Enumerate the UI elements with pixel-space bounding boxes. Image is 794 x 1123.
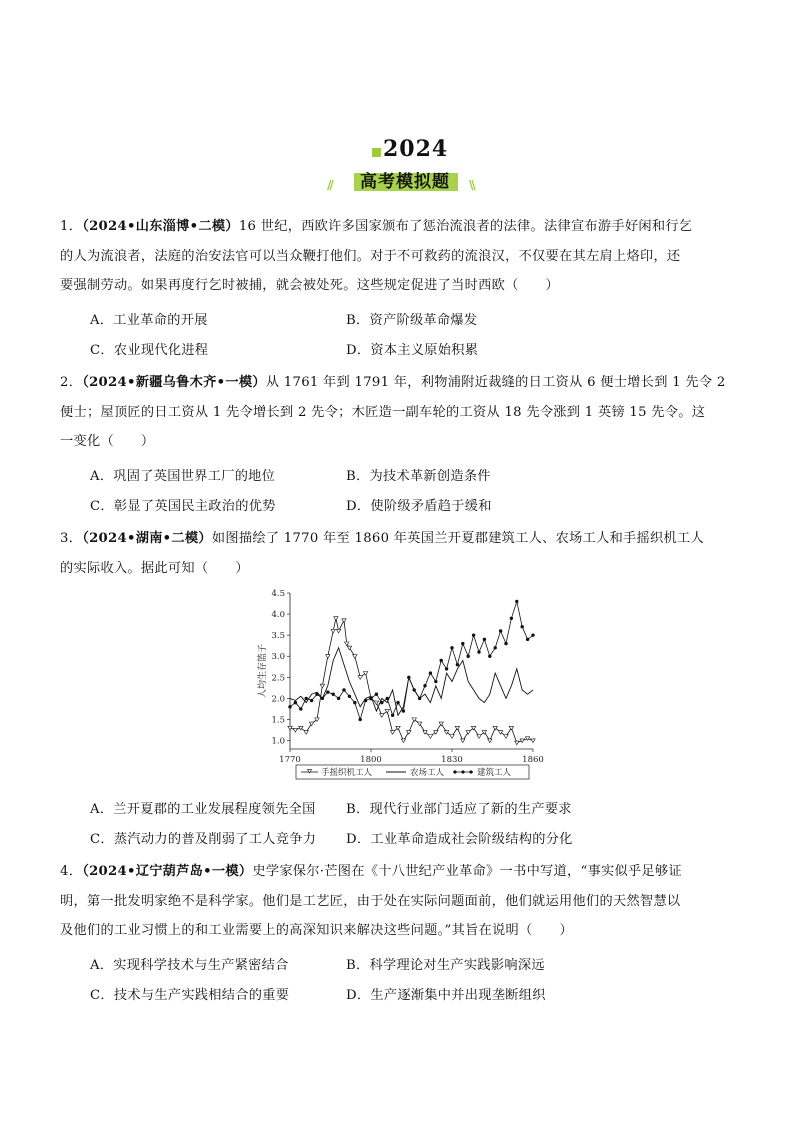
legend-marker-builder bbox=[453, 770, 456, 773]
series-point-handloom bbox=[401, 739, 405, 743]
series-point-builder bbox=[369, 697, 372, 700]
series-point-builder bbox=[429, 671, 432, 674]
series-point-builder bbox=[348, 695, 351, 698]
section-header bbox=[0, 136, 794, 198]
x-tick-label: 1770 bbox=[279, 755, 301, 765]
series-point-builder bbox=[494, 646, 497, 649]
series-point-builder bbox=[353, 701, 356, 704]
series-point-handloom bbox=[428, 735, 432, 739]
option-1d[interactable]: D．资本主义原始积累 bbox=[346, 343, 479, 358]
series-point-builder bbox=[288, 705, 291, 708]
legend-marker-builder bbox=[469, 770, 472, 773]
series-point-handloom bbox=[331, 629, 335, 633]
series-point-handloom bbox=[334, 617, 338, 621]
option-2d[interactable]: D．使阶级矛盾趋于缓和 bbox=[346, 499, 492, 514]
series-point-builder bbox=[423, 684, 426, 687]
series-point-handloom bbox=[504, 735, 508, 739]
series-point-builder bbox=[315, 692, 318, 695]
series-point-handloom bbox=[336, 629, 340, 633]
question-line: 要强制劳动。如果再度行乞时被捕，就会被处死。这些规定促进了当时西欧（ ） bbox=[60, 278, 560, 293]
legend-label-handloom: 手摇织机工人 bbox=[321, 768, 373, 778]
series-point-handloom bbox=[326, 655, 330, 659]
series-point-handloom bbox=[417, 722, 421, 726]
question-number: 3． bbox=[60, 531, 83, 546]
series-point-handloom bbox=[380, 714, 384, 718]
option-1c[interactable]: C．农业现代化进程 bbox=[90, 343, 209, 358]
series-point-handloom bbox=[342, 619, 346, 623]
series-line-1 bbox=[290, 648, 533, 716]
y-axis-label: 人均生存篮子 bbox=[258, 643, 268, 699]
option-3a[interactable]: A．兰开夏郡的工业发展程度领先全国 bbox=[90, 802, 316, 817]
question-source: （2024•湖南•二模） bbox=[82, 531, 212, 546]
x-tick-label: 1860 bbox=[522, 755, 544, 765]
option-3c[interactable]: C．蒸汽动力的普及削弱了工人竞争力 bbox=[90, 832, 317, 847]
series-point-builder bbox=[461, 642, 464, 645]
series-point-handloom bbox=[439, 722, 443, 726]
title-banner bbox=[346, 169, 464, 193]
series-point-handloom bbox=[407, 731, 411, 735]
question-line: 的实际收入。据此可知（ ） bbox=[60, 560, 249, 576]
y-tick-label: 4.0 bbox=[271, 610, 285, 621]
right-slash-decoration: \\ bbox=[469, 178, 474, 192]
series-point-handloom bbox=[353, 655, 357, 659]
y-tick-label: 3.0 bbox=[271, 652, 285, 663]
chart-svg bbox=[256, 585, 544, 790]
series-point-builder bbox=[326, 690, 329, 693]
question-1 bbox=[60, 212, 732, 301]
option-4a[interactable]: A．实现科学技术与生产紧密结合 bbox=[90, 958, 289, 973]
series-point-builder bbox=[305, 697, 308, 700]
series-point-builder bbox=[477, 650, 480, 653]
series-point-handloom bbox=[477, 735, 481, 739]
series-point-builder bbox=[294, 701, 297, 704]
question-line: 史学家保尔·芒图在《十八世纪产业革命》一书中写道，“事实似乎足够证 bbox=[252, 864, 682, 879]
series-point-builder bbox=[407, 676, 410, 679]
question-number: 2． bbox=[60, 375, 83, 390]
series-point-handloom bbox=[390, 731, 394, 735]
green-square-mark bbox=[372, 148, 381, 157]
question-2 bbox=[60, 368, 732, 457]
question-source: （2024•新疆乌鲁木齐•一模） bbox=[82, 375, 266, 390]
series-point-builder bbox=[483, 638, 486, 641]
y-tick-label: 2.0 bbox=[271, 694, 285, 705]
series-point-handloom bbox=[347, 646, 351, 650]
option-2a[interactable]: A．巩固了英国世界工厂的地位 bbox=[90, 469, 276, 484]
option-4d[interactable]: D．生产逐渐集中并出现垄断组织 bbox=[346, 988, 546, 1003]
series-point-builder bbox=[359, 718, 362, 721]
series-point-builder bbox=[386, 697, 389, 700]
question-line: 明，第一批发明家绝不是科学家。他们是工艺匠，由于处在实际问题面前，他们就运用他们的天然智慧以 bbox=[60, 893, 681, 909]
option-3b[interactable]: B．现代行业部门适应了新的生产要求 bbox=[346, 802, 572, 817]
series-point-handloom bbox=[374, 701, 378, 705]
series-point-builder bbox=[472, 633, 475, 636]
series-point-handloom bbox=[525, 737, 529, 741]
y-tick-label: 2.5 bbox=[271, 673, 285, 684]
series-point-builder bbox=[434, 680, 437, 683]
series-line-2 bbox=[290, 601, 533, 719]
option-3d[interactable]: D．工业革命造成社会阶级结构的分化 bbox=[346, 832, 573, 847]
series-point-builder bbox=[391, 714, 394, 717]
series-point-builder bbox=[380, 701, 383, 704]
series-point-builder bbox=[450, 646, 453, 649]
question-line: 16 世纪，西欧许多国家颁布了惩治流浪者的法律。法律宣布游手好闲和行乞 bbox=[238, 219, 693, 234]
series-point-builder bbox=[467, 655, 470, 658]
series-point-handloom bbox=[461, 739, 465, 743]
series-point-builder bbox=[510, 617, 513, 620]
question-number: 4． bbox=[60, 864, 83, 879]
y-tick-label: 1.0 bbox=[271, 736, 285, 747]
option-2b[interactable]: B．为技术革新创造条件 bbox=[346, 469, 491, 484]
series-point-builder bbox=[445, 667, 448, 670]
series-point-builder bbox=[413, 688, 416, 691]
series-point-builder bbox=[531, 633, 534, 636]
question-line: 便士；屋顶匠的日工资从 1 先令增长到 2 先令；木匠造一副车轮的工资从 18 先令涨到 1 英镑 15 先令。这 bbox=[60, 404, 706, 420]
question-3 bbox=[60, 524, 732, 583]
question-line: 及他们的工业习惯上的和工业需要上的高深知识来解决这些问题。”其旨在说明（ ） bbox=[60, 923, 573, 938]
y-tick-label: 3.5 bbox=[271, 631, 285, 642]
series-point-handloom bbox=[304, 731, 308, 735]
option-2c[interactable]: C．彰显了英国民主政治的优势 bbox=[90, 499, 276, 514]
series-point-handloom bbox=[309, 722, 313, 726]
series-point-builder bbox=[504, 642, 507, 645]
series-point-builder bbox=[299, 707, 302, 710]
series-point-handloom bbox=[450, 735, 454, 739]
series-point-builder bbox=[396, 701, 399, 704]
question-source: （2024•辽宁葫芦岛•一模） bbox=[82, 864, 253, 879]
question-line: 如图描绘了 1770 年至 1860 年英国兰开夏郡建筑工人、农场工人和手摇织机工人 bbox=[211, 531, 704, 546]
series-point-builder bbox=[342, 688, 345, 691]
series-point-handloom bbox=[466, 731, 470, 735]
series-line-0 bbox=[290, 618, 533, 742]
question-source: （2024•山东淄博•二模） bbox=[82, 219, 239, 234]
series-point-handloom bbox=[515, 741, 519, 745]
series-point-handloom bbox=[488, 739, 492, 743]
option-4c[interactable]: C．技术与生产实践相结合的重要 bbox=[90, 988, 290, 1003]
series-point-builder bbox=[375, 692, 378, 695]
legend-label-farm: 农场工人 bbox=[410, 768, 445, 778]
legend-marker-builder bbox=[461, 770, 464, 773]
question-4 bbox=[60, 857, 732, 946]
question-line: 的人为流浪者，法庭的治安法官可以当众鞭打他们。对于不可救药的流浪汉，不仅要在其左肩上烙印，还 bbox=[60, 248, 681, 264]
series-point-handloom bbox=[358, 676, 362, 680]
series-point-handloom bbox=[531, 739, 535, 743]
x-tick-label: 1800 bbox=[360, 755, 382, 765]
legend-marker-handloom bbox=[308, 769, 312, 773]
option-1b[interactable]: B．资产阶级革命爆发 bbox=[346, 313, 478, 328]
y-tick-label: 4.5 bbox=[271, 589, 285, 599]
series-point-builder bbox=[499, 629, 502, 632]
question-line: 从 1761 年到 1791 年，利物浦附近裁缝的日工资从 6 便士增长到 1 先令 2 bbox=[265, 375, 726, 390]
series-point-handloom bbox=[345, 642, 349, 646]
series-point-builder bbox=[515, 600, 518, 603]
series-point-builder bbox=[332, 692, 335, 695]
income-line-chart bbox=[256, 585, 544, 790]
series-point-handloom bbox=[320, 684, 324, 688]
legend-label-builder: 建筑工人 bbox=[477, 768, 512, 778]
question-number: 1． bbox=[60, 219, 83, 234]
series-point-handloom bbox=[509, 726, 513, 730]
header-title: 高考模拟题 bbox=[360, 172, 450, 192]
series-point-builder bbox=[321, 697, 324, 700]
series-point-builder bbox=[521, 625, 524, 628]
y-tick-label: 1.5 bbox=[271, 715, 285, 726]
series-point-builder bbox=[488, 655, 491, 658]
series-point-handloom bbox=[520, 739, 524, 743]
series-point-handloom bbox=[293, 728, 297, 732]
series-point-builder bbox=[418, 697, 421, 700]
series-point-builder bbox=[402, 709, 405, 712]
series-point-builder bbox=[310, 699, 313, 702]
header-year: 2024 bbox=[383, 136, 449, 162]
option-4b[interactable]: B．科学理论对生产实践影响深远 bbox=[346, 958, 545, 973]
option-1a[interactable]: A．工业革命的开展 bbox=[90, 313, 208, 328]
question-line: 一变化（ ） bbox=[60, 434, 155, 449]
series-point-handloom bbox=[455, 726, 459, 730]
series-point-builder bbox=[456, 663, 459, 666]
series-point-builder bbox=[440, 659, 443, 662]
series-point-builder bbox=[364, 699, 367, 702]
left-slash-decoration: // bbox=[327, 178, 332, 192]
x-tick-label: 1830 bbox=[441, 755, 463, 765]
series-point-builder bbox=[337, 697, 340, 700]
series-point-builder bbox=[526, 638, 529, 641]
